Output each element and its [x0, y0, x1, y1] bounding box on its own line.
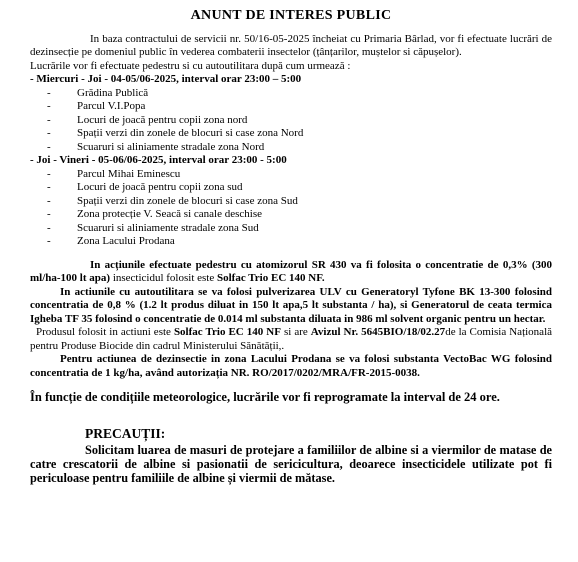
- atomizer-text: In acțiunile efectuate pedestru cu atomizorul SR 430 va fi folosita o concentratie de 0,3% (300 ml/ha-100 lt apa): [30, 258, 552, 284]
- schedule-list-1: [30, 87, 552, 155]
- intro-schedule-line: Lucrările vor fi efectuate pedestru si cu autoutilitara după cum urmează :: [30, 59, 351, 72]
- product-paragraph: [30, 326, 552, 353]
- list-item: - Zona protecție V. Seacă si canale deschise: [30, 208, 552, 222]
- list-item: - Locuri de joacă pentru copii zona nord: [30, 114, 552, 128]
- list-item: - Scuaruri si aliniamente stradale zona Nord: [30, 141, 552, 155]
- atomizer-insecticide-name: Solfac Trio EC 140 NF.: [217, 272, 325, 284]
- list-item: - Parcul Mihai Eminescu: [30, 168, 552, 182]
- atomizer-paragraph: [30, 259, 552, 286]
- list-item: - Spații verzi din zonele de blocuri si case zona Sud: [30, 195, 552, 209]
- list-item: - Scuaruri si aliniamente stradale zona Sud: [30, 222, 552, 236]
- list-item: - Parcul V.I.Popa: [30, 100, 552, 114]
- precaution-text: Solicitam luarea de masuri de protejare a familiilor de albine si a viermilor de matase de catre crescatorii de albine si pasionatii de sericicultura, deoarece insecticidele utilizate pot fi periculoase pentru familiile de albine și viermii de mătase.: [30, 442, 552, 485]
- page-title: ANUNT DE INTERES PUBLIC: [190, 8, 392, 23]
- schedule-list-2: [30, 168, 552, 249]
- weather-notice: În funcție de condițiile meteorologice, lucrările vor fi reprogramate la interval de 24 ore.: [30, 390, 500, 404]
- precaution-title: PRECAUȚII:: [85, 426, 166, 441]
- schedule-heading-1: - Miercuri - Joi - 04-05/06-2025, interval orar 23:00 – 5:00: [30, 73, 302, 85]
- list-item: - Locuri de joacă pentru copii zona sud: [30, 181, 552, 195]
- vehicle-paragraph: In actiunile cu autoutilitara se va folosi pulverizarea ULV cu Generatoryl Tyfone BK 13-300 folosind concentratia de 0,8 % (1.2 lt produs diluat in 150 lt apa,5 lt substanta / ha), si Generatorul de ceata termica Igheba TF 35 folosind o concentratie de 0.014 ml substanta diluata in 986 ml solvent organic pentru un hectar.: [30, 285, 552, 325]
- product-connector: si are: [280, 326, 311, 338]
- list-item: - Spații verzi din zonele de blocuri si case zona Nord: [30, 127, 552, 141]
- product-commission: de la Comisia Națională pentru Produse Biocide din cadrul Ministerului Sănătății,.: [30, 326, 553, 352]
- list-item: - Zona Lacului Prodana: [30, 235, 552, 249]
- product-label: Produsul folosit in actiuni este: [36, 326, 174, 338]
- atomizer-insecticide-label: insecticidul folosit este: [110, 272, 217, 284]
- product-name: Solfac Trio EC 140 NF: [173, 326, 281, 338]
- list-item: - Grădina Publică: [30, 87, 552, 101]
- product-approval: Avizul Nr. 5645BIO/18/02.27: [310, 326, 446, 338]
- lake-paragraph: Pentru actiunea de dezinsectie in zona Lacului Prodana se va folosi substanta VectoBac WG folosind concentratia de 1 kg/ha, având autorizația NR. RO/2017/0202/MRA/FR-2015-0038.: [30, 353, 552, 379]
- schedule-heading-2: - Joi - Vineri - 05-06/06-2025, interval orar 23:00 - 5:00: [30, 154, 287, 166]
- intro-paragraph: In baza contractului de servicii nr. 50/16-05-2025 încheiat cu Primaria Bârlad, vor fi efectuate lucrări de dezinsecție pe domeniul public în vederea combaterii insectelor (țânțarilor, muștelor si căpușelor).: [30, 32, 552, 58]
